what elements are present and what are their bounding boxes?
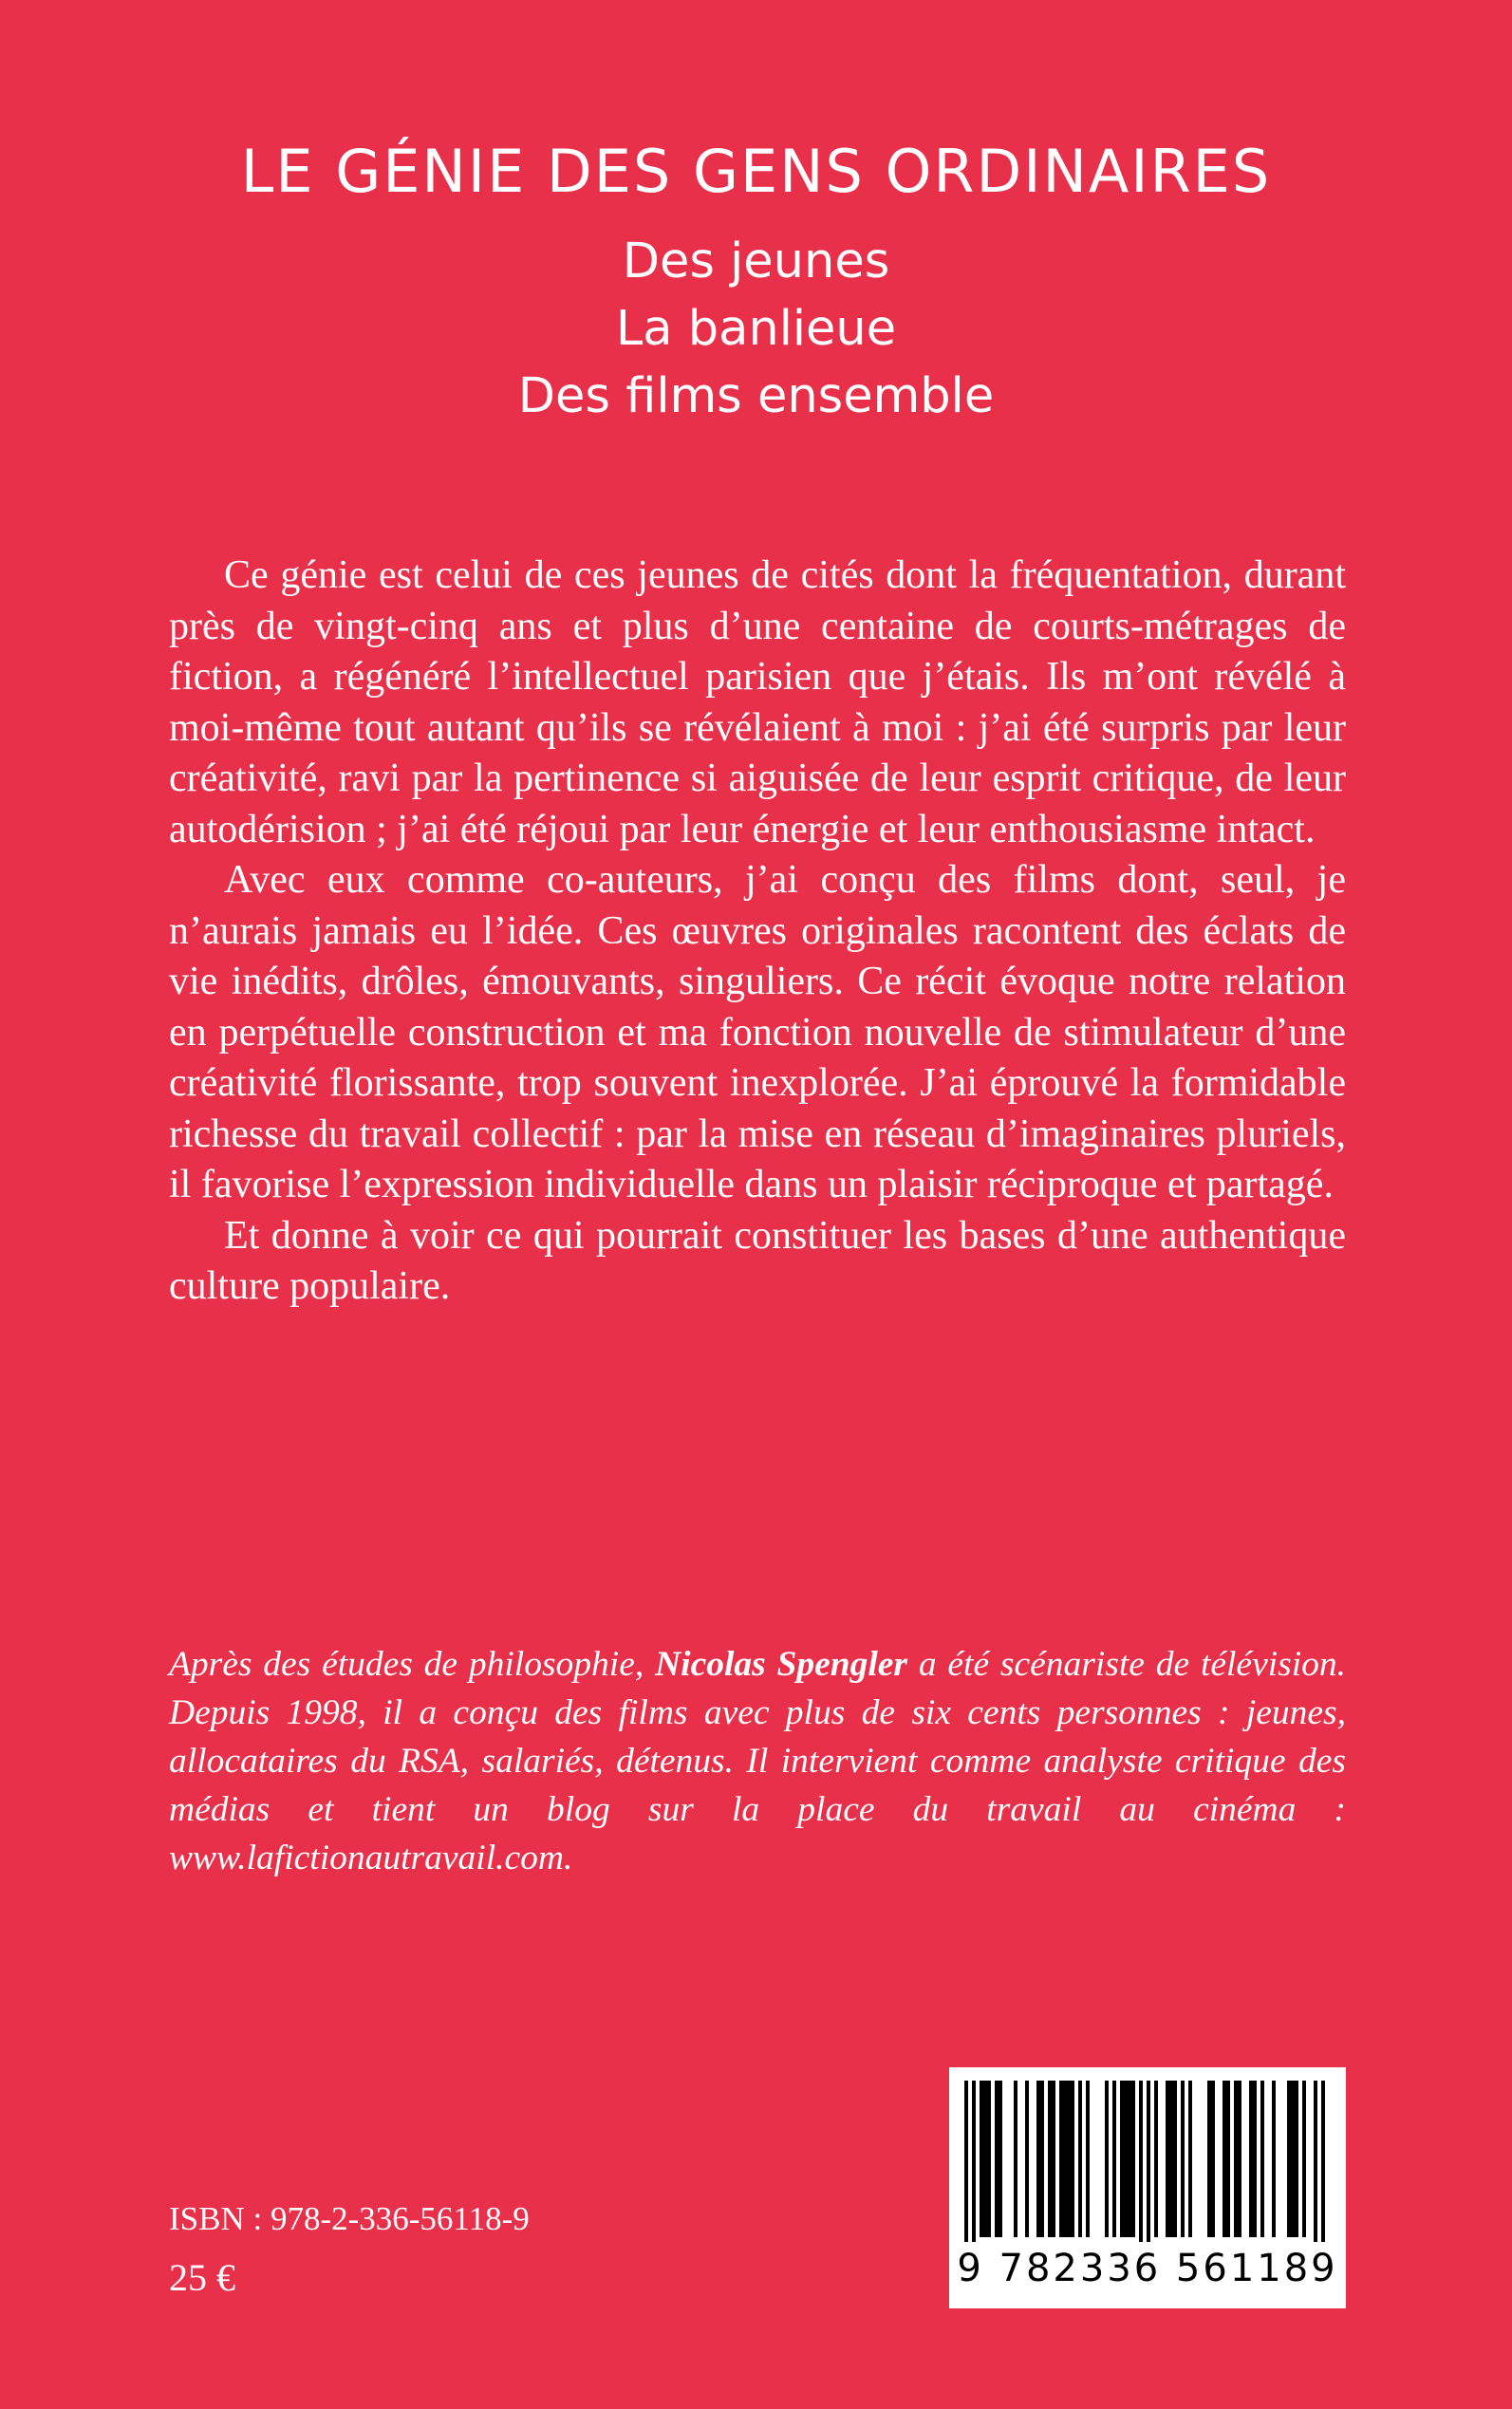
barcode-bar (1238, 2081, 1241, 2237)
barcode-bar (1295, 2081, 1298, 2237)
blurb-paragraph: Et donne à voir ce qui pourrait constituer les bases d’une authentique culture populaire. (169, 1213, 1346, 1308)
blurb-paragraph: Avec eux comme co-auteurs, j’ai conçu des films dont, seul, je n’aurais jamais eu l’idée. Ces œuvres originales racontent des éclats de vie inédits, drôles, émouvants, singuliers. Ce récit évoque notre relation en perpétuelle construction et ma fonction nouvelle de stimulateur d’une créativité florissante, trop souvent inexplorée. J’ai éprouvé la formidable richesse du travail collectif : par la mise en réseau d’imaginaires pluriels, il favorise l’expression individuelle dans un plaisir réciproque et partagé. (169, 858, 1346, 1206)
author-bio-text: a été scénariste de télévision. Depuis 1998, il a conçu des films avec plus de six cents personnes : jeunes, allocataires du RSA, salariés, détenus. Il intervient comme analyste critique des médias et tient un blog sur la place du travail au cinéma : www.lafictionautravail.com. (169, 1645, 1347, 1877)
blurb (169, 551, 1346, 1313)
barcode-bar (964, 2081, 968, 2242)
barcode-bar (1131, 2081, 1135, 2237)
barcode-bar (1078, 2081, 1082, 2237)
barcode-bar (1249, 2081, 1253, 2237)
barcode-bar (1059, 2081, 1063, 2237)
subtitle-line: La banlieue (615, 301, 897, 357)
barcode-bar (1234, 2081, 1238, 2237)
author-bio-intro: Après des études de philosophie, (169, 1645, 644, 1684)
barcode-bar (1067, 2081, 1071, 2237)
barcode-digits: 9 782336 561189 (957, 2247, 1338, 2290)
barcode-bar (1036, 2081, 1040, 2237)
barcode-bar (1287, 2081, 1291, 2237)
barcode-bar (1211, 2081, 1215, 2237)
barcode-bar (1253, 2081, 1257, 2237)
barcode-bar (1226, 2081, 1230, 2237)
subtitle-line: Des films ensemble (517, 368, 995, 424)
barcode-bar (1291, 2081, 1295, 2237)
subtitle-line: Des jeunes (622, 233, 890, 289)
barcode-bar (1063, 2081, 1067, 2237)
barcode (949, 2067, 1346, 2308)
barcode-bars (964, 2081, 1331, 2242)
barcode-bar (1105, 2081, 1109, 2237)
barcode-bar (1314, 2081, 1317, 2242)
barcode-bar (1071, 2081, 1074, 2237)
barcode-bar (1154, 2081, 1158, 2237)
barcode-bar (999, 2081, 1002, 2237)
barcode-bar (1052, 2081, 1055, 2237)
book-title: LE GÉNIE DES GENS ORDINAIRES (240, 137, 1272, 206)
barcode-bar (1014, 2081, 1017, 2237)
barcode-bar (1025, 2081, 1029, 2237)
isbn: ISBN : 978-2-336-56118-9 (169, 2200, 530, 2237)
barcode-bar (1048, 2081, 1052, 2237)
author-bio (169, 1640, 1346, 1882)
barcode-bar (987, 2081, 991, 2237)
barcode-bar (1207, 2081, 1211, 2237)
barcode-bar (1181, 2081, 1185, 2237)
barcode-bar (1120, 2081, 1124, 2237)
barcode-bar (980, 2081, 983, 2237)
barcode-bar (1188, 2081, 1192, 2237)
subtitle-list (0, 228, 1512, 430)
barcode-bar (983, 2081, 987, 2237)
barcode-bar (1124, 2081, 1128, 2237)
barcode-bar (1223, 2081, 1226, 2237)
barcode-bar (972, 2081, 976, 2242)
barcode-bar (1321, 2081, 1325, 2242)
price: 25 € (169, 2256, 235, 2299)
barcode-bar (1139, 2081, 1143, 2242)
barcode-bar (1112, 2081, 1116, 2237)
barcode-bar (1302, 2081, 1306, 2237)
barcode-bar (1147, 2081, 1150, 2242)
barcode-bar (1173, 2081, 1177, 2237)
barcode-bar (1272, 2081, 1276, 2237)
barcode-bar (1040, 2081, 1044, 2237)
barcode-bar (1086, 2081, 1090, 2237)
barcode-bar (1260, 2081, 1264, 2237)
barcode-bar (995, 2081, 999, 2237)
barcode-bar (1169, 2081, 1173, 2237)
barcode-bar (1128, 2081, 1131, 2237)
blurb-paragraph: Ce génie est celui de ces jeunes de cités dont la fréquentation, durant près de vingt-cinq ans et plus d’une centaine de courts-métrages de fiction, a régénéré l’intellectuel parisien que j’étais. Ils m’ont révélé à moi-même tout autant qu’ils se révélaient à moi : j’ai été surpris par leur créativité, ravi par la pertinence si aiguisée de leur esprit critique, de leur autodérision ; j’ai été réjoui par leur énergie et leur enthousiasme intact. (169, 553, 1346, 851)
author-name: Nicolas Spengler (655, 1645, 908, 1684)
barcode-bar (1166, 2081, 1169, 2237)
